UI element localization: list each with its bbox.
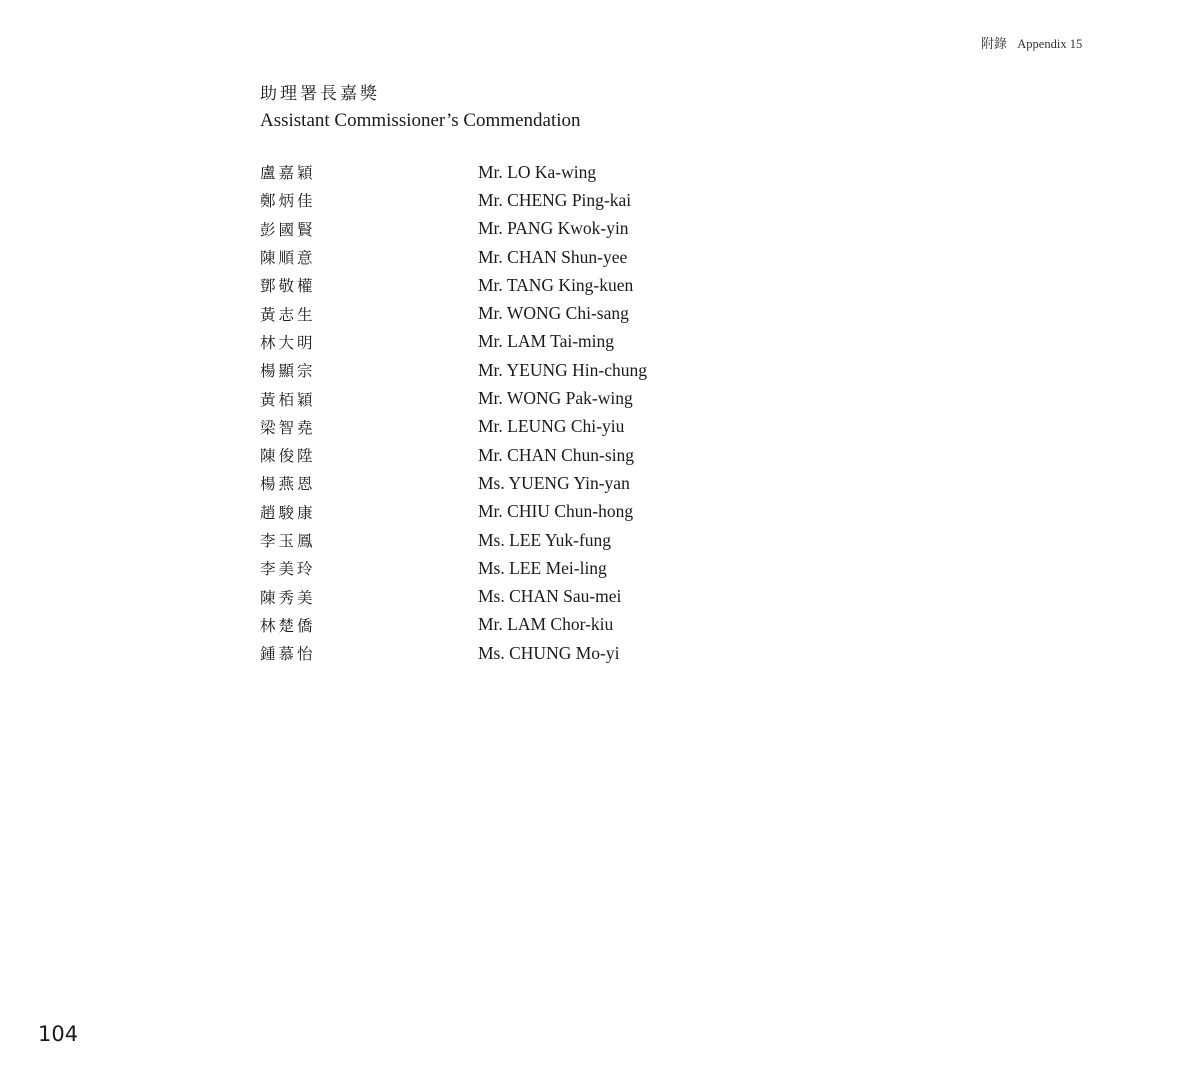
recipient-row (260, 526, 720, 554)
recipient-name-chinese: 林大明 (260, 333, 316, 352)
recipient-row (260, 469, 720, 497)
recipient-row (260, 582, 720, 610)
recipient-row (260, 243, 720, 271)
recipient-row (260, 215, 720, 243)
recipient-row (260, 271, 720, 299)
recipient-name-chinese: 鍾慕怡 (260, 645, 316, 664)
recipient-name-english: Mr. WONG Chi-sang (478, 303, 629, 324)
section-title-chinese: 助理署長嘉獎 (260, 84, 380, 104)
section-title-english: Assistant Commissioner’s Commendation (260, 110, 581, 131)
recipient-name-english: Ms. CHAN Sau-mei (478, 586, 622, 607)
header-english-label: Appendix 15 (1017, 37, 1083, 51)
recipient-row (260, 498, 720, 526)
recipient-name-english: Mr. PANG Kwok-yin (478, 218, 629, 239)
recipient-name-chinese: 楊顯宗 (260, 362, 316, 381)
recipient-name-english: Mr. CHAN Chun-sing (478, 444, 635, 465)
recipient-name-english: Ms. YUENG Yin-yan (478, 472, 630, 493)
recipient-name-english: Mr. LAM Tai-ming (478, 331, 615, 352)
recipient-name-chinese: 陳秀美 (260, 588, 316, 607)
recipient-name-english: Mr. CHIU Chun-hong (478, 501, 634, 522)
recipient-name-chinese: 梁智堯 (260, 418, 316, 437)
recipient-name-english: Mr. LAM Chor-kiu (478, 614, 614, 635)
recipient-name-english: Ms. LEE Yuk-fung (478, 529, 612, 550)
recipient-name-chinese: 林楚僑 (260, 616, 316, 635)
recipient-row (260, 413, 720, 441)
recipient-name-english: Mr. CHENG Ping-kai (478, 189, 632, 210)
recipient-name-english: Ms. CHUNG Mo-yi (478, 642, 620, 663)
recipient-row (260, 611, 720, 639)
recipient-name-english: Mr. WONG Pak-wing (478, 388, 633, 409)
recipient-row (260, 186, 720, 214)
recipient-name-chinese: 黃志生 (260, 305, 316, 324)
recipient-name-chinese: 陳順意 (260, 249, 316, 268)
recipient-row (260, 384, 720, 412)
recipient-name-chinese: 黃栢穎 (260, 390, 316, 409)
recipient-name-chinese: 鄭炳佳 (260, 192, 316, 211)
recipient-list (260, 158, 720, 667)
recipient-name-chinese: 楊燕恩 (260, 475, 316, 494)
recipient-row (260, 441, 720, 469)
recipient-name-chinese: 陳俊陞 (260, 447, 316, 466)
section-heading (260, 82, 581, 133)
recipient-row (260, 356, 720, 384)
recipient-row (260, 328, 720, 356)
recipient-name-english: Mr. CHAN Shun-yee (478, 246, 628, 267)
recipient-name-chinese: 李玉鳳 (260, 532, 316, 550)
recipient-row (260, 554, 720, 582)
running-header (981, 33, 1082, 52)
recipient-name-english: Mr. LO Ka-wing (478, 161, 597, 182)
recipient-name-english: Mr. TANG King-kuen (478, 274, 634, 295)
recipient-name-english: Mr. YEUNG Hin-chung (478, 359, 647, 380)
recipient-name-english: Ms. LEE Mei-ling (478, 557, 607, 578)
page-number: 104 (38, 1022, 79, 1046)
recipient-row (260, 299, 720, 327)
recipient-name-chinese: 彭國賢 (260, 220, 316, 239)
recipient-row (260, 639, 720, 667)
recipient-name-chinese: 趙駿康 (260, 503, 316, 522)
recipient-name-chinese: 盧嘉穎 (260, 164, 316, 183)
recipient-row (260, 158, 720, 186)
recipient-name-chinese: 李美玲 (260, 560, 316, 579)
recipient-name-chinese: 鄧敬權 (260, 277, 316, 296)
recipient-name-english: Mr. LEUNG Chi-yiu (478, 416, 625, 437)
header-chinese-label: 附錄 (981, 37, 1008, 52)
